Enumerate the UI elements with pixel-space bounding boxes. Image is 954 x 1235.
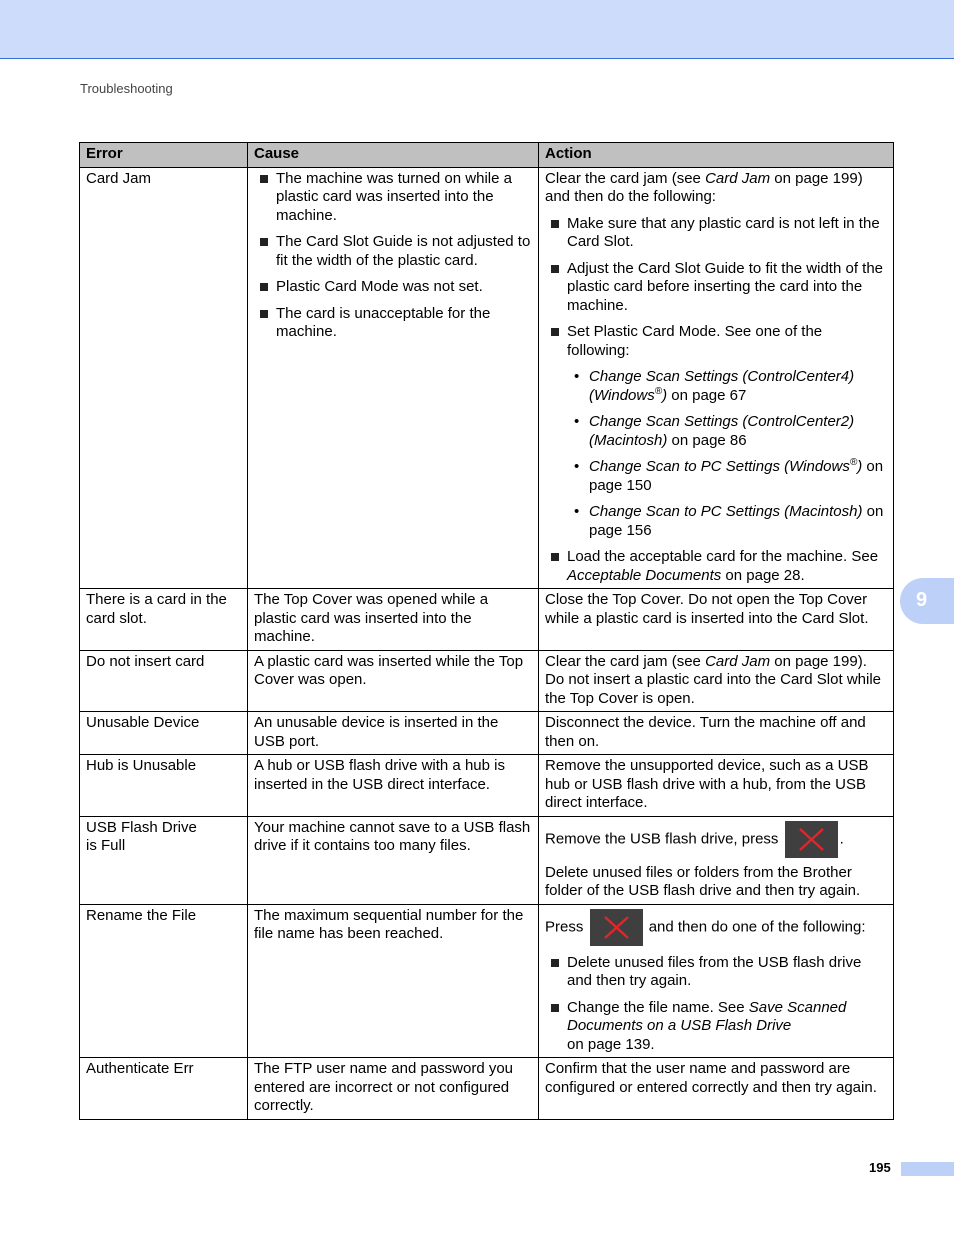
cause-cell: The maximum sequential number for the file name has been reached. xyxy=(248,904,539,1058)
chapter-tab xyxy=(900,578,954,624)
cause-cell: Your machine cannot save to a USB flash drive if it contains too many files. xyxy=(248,816,539,904)
action-cell: Confirm that the user name and password are configured or entered correctly and then try again. xyxy=(539,1058,894,1120)
text: on page 199) and then do the following: xyxy=(545,169,863,205)
header-band xyxy=(0,0,954,59)
table-row xyxy=(80,589,894,651)
list-item xyxy=(254,170,532,226)
list-item-text: The card is unacceptable for the machine. xyxy=(276,304,491,340)
cross-reference-link[interactable]: Save Scanned Documents on a USB Flash Drive xyxy=(567,998,847,1034)
list-item-text: Load the acceptable card for the machine. See xyxy=(567,548,879,565)
action-intro xyxy=(545,170,887,207)
text: USB Flash Drive xyxy=(86,818,197,836)
cross-reference-link[interactable] xyxy=(589,458,862,475)
cross-reference-link[interactable]: Change Scan Settings (ControlCenter2) (Macintosh) xyxy=(589,413,855,449)
registered-mark: ® xyxy=(849,457,858,468)
text: . xyxy=(839,829,844,847)
action-cell: Disconnect the device. Turn the machine off and then on. xyxy=(539,712,894,755)
list-item xyxy=(254,233,532,270)
text: Clear the card jam (see xyxy=(545,169,706,187)
list-item-text: Set Plastic Card Mode. See one of the following: xyxy=(567,323,823,359)
square-bullet-icon xyxy=(551,265,559,273)
error-cell: Card Jam xyxy=(80,167,248,589)
square-bullet-icon xyxy=(551,220,559,228)
action-cell xyxy=(539,167,894,589)
list-item-text: Change the file name. See xyxy=(567,998,749,1016)
square-bullet-icon xyxy=(260,175,268,183)
chapter-number: 9 xyxy=(916,589,928,611)
error-cell xyxy=(80,816,248,904)
square-bullet-icon xyxy=(551,553,559,561)
action-step xyxy=(545,909,887,946)
page-ref: on page 156 xyxy=(589,503,884,539)
list-item-text: Delete unused files from the USB flash drive and then try again. xyxy=(567,953,862,989)
page-ref: on page 150 xyxy=(589,458,884,494)
list-item xyxy=(545,260,887,316)
registered-mark: ® xyxy=(654,385,663,397)
table-row xyxy=(80,712,894,755)
action-cell xyxy=(539,904,894,1058)
square-bullet-icon xyxy=(260,310,268,318)
list-item-text: Plastic Card Mode was not set. xyxy=(276,278,483,295)
troubleshooting-table xyxy=(79,142,894,1120)
text: is Full xyxy=(86,837,126,854)
error-cell: Rename the File xyxy=(80,904,248,1058)
header-error: Error xyxy=(80,143,248,168)
cause-cell: A hub or USB flash drive with a hub is inserted in the USB direct interface. xyxy=(248,755,539,817)
action-cell xyxy=(539,816,894,904)
table-header-row xyxy=(80,143,894,168)
action-cell: Remove the unsupported device, such as a USB hub or USB flash drive with a hub, from the USB direct interface. xyxy=(539,755,894,817)
error-cell: Do not insert card xyxy=(80,650,248,712)
list-item-text: Adjust the Card Slot Guide to fit the width of the plastic card before inserting the card into the machine. xyxy=(567,259,884,314)
table-row xyxy=(80,1058,894,1120)
error-cell: Unusable Device xyxy=(80,712,248,755)
header-action: Action xyxy=(539,143,894,168)
list-item xyxy=(254,305,532,342)
cause-cell xyxy=(248,167,539,589)
square-bullet-icon xyxy=(551,1004,559,1012)
sub-list-item xyxy=(567,458,887,495)
header-cause: Cause xyxy=(248,143,539,168)
table-row xyxy=(80,816,894,904)
cause-cell: The Top Cover was opened while a plastic card was inserted into the machine. xyxy=(248,589,539,651)
list-item-text: The Card Slot Guide is not adjusted to fit the width of the plastic card. xyxy=(276,233,531,269)
text: Change Scan to PC Settings (Windows xyxy=(589,458,850,475)
cross-reference-link[interactable]: Change Scan to PC Settings (Macintosh) xyxy=(589,503,863,520)
table-row xyxy=(80,755,894,817)
list-item xyxy=(545,954,887,991)
cross-reference-link[interactable]: Card Jam xyxy=(705,169,771,187)
text: and then do one of the following: xyxy=(648,917,866,935)
square-bullet-icon xyxy=(551,959,559,967)
cross-reference-link[interactable]: Acceptable Documents xyxy=(567,566,722,584)
error-cell: Authenticate Err xyxy=(80,1058,248,1120)
action-step: Delete unused files or folders from the Brother folder of the USB flash drive and then try again. xyxy=(545,863,861,899)
page-ref: on page 86 xyxy=(667,431,747,449)
text: on page 199). Do not insert a plastic card into the Card Slot while the Top Cover is open. xyxy=(545,652,881,707)
error-cell: There is a card in the card slot. xyxy=(80,589,248,651)
error-cell: Hub is Unusable xyxy=(80,755,248,817)
list-item xyxy=(254,278,532,297)
text: Press xyxy=(545,917,584,935)
list-item xyxy=(545,215,887,252)
text: Remove the USB flash drive, press xyxy=(545,829,779,847)
table-row xyxy=(80,650,894,712)
action-cell xyxy=(539,650,894,712)
action-cell: Close the Top Cover. Do not open the Top Cover while a plastic card is inserted into the Card Slot. xyxy=(539,589,894,651)
table-row xyxy=(80,167,894,589)
text: Change Scan Settings (ControlCenter4) (Windows xyxy=(589,368,855,404)
list-item xyxy=(545,548,887,585)
list-item xyxy=(545,323,887,540)
list-item-text: The machine was turned on while a plastic card was inserted into the machine. xyxy=(276,169,512,224)
stop-exit-button-icon xyxy=(785,821,838,858)
page-number-bar xyxy=(901,1162,954,1176)
dot-bullet-icon: • xyxy=(574,503,580,520)
page-ref: on page 67 xyxy=(667,386,747,404)
dot-bullet-icon: • xyxy=(574,413,580,430)
cross-reference-link[interactable]: Card Jam xyxy=(705,652,771,670)
cause-cell: The FTP user name and password you entered are incorrect or not configured correctly. xyxy=(248,1058,539,1120)
square-bullet-icon xyxy=(260,238,268,246)
text: on page 28. xyxy=(721,566,805,584)
text: on page 139. xyxy=(567,1035,655,1053)
dot-bullet-icon: • xyxy=(574,458,580,475)
stop-exit-button-icon xyxy=(590,909,643,946)
list-item xyxy=(545,999,887,1055)
sub-list-item xyxy=(567,413,887,450)
cause-cell: A plastic card was inserted while the Top Cover was open. xyxy=(248,650,539,712)
list-item-text: Make sure that any plastic card is not left in the Card Slot. xyxy=(567,214,880,250)
square-bullet-icon xyxy=(260,283,268,291)
page-number: 195 xyxy=(869,1160,891,1175)
text: ) xyxy=(857,458,863,475)
action-step xyxy=(545,821,887,858)
running-head: Troubleshooting xyxy=(80,81,173,96)
text: ) xyxy=(662,386,668,404)
table-row xyxy=(80,904,894,1058)
dot-bullet-icon: • xyxy=(574,368,580,385)
sub-list-item xyxy=(567,368,887,405)
sub-list-item xyxy=(567,503,887,540)
text: Clear the card jam (see xyxy=(545,652,706,670)
square-bullet-icon xyxy=(551,328,559,336)
cause-cell: An unusable device is inserted in the USB port. xyxy=(248,712,539,755)
